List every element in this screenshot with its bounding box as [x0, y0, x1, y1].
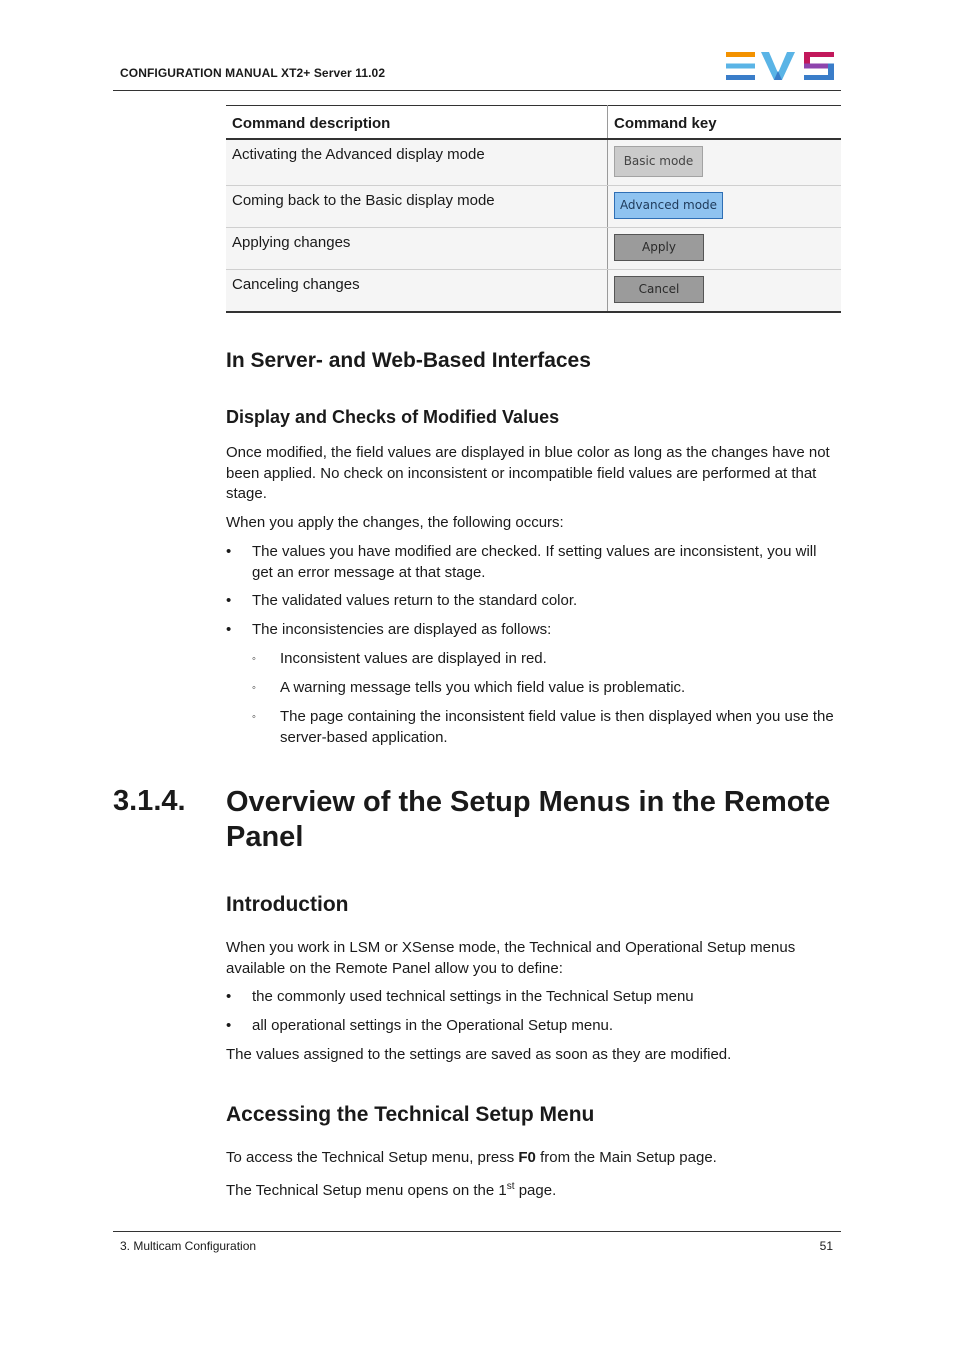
command-description: Canceling changes [226, 270, 608, 313]
heading-display-checks: Display and Checks of Modified Values [226, 407, 560, 427]
table-row [226, 139, 841, 186]
circle-bullet-icon: ◦ [252, 653, 256, 665]
header-rule [113, 90, 841, 91]
table-header-key: Command key [608, 106, 842, 140]
basic-mode-button[interactable]: Basic mode [614, 146, 703, 177]
heading-introduction: Introduction [226, 893, 349, 916]
section-number: 3.1.4. [113, 785, 186, 817]
table-row [226, 228, 841, 270]
table-header-description: Command description [226, 106, 608, 140]
paragraph: The Technical Setup menu opens on the 1st page. [226, 1181, 557, 1199]
table-row [226, 270, 841, 313]
heading-accessing-technical-setup: Accessing the Technical Setup Menu [226, 1103, 595, 1126]
bullet-icon: • [226, 1017, 232, 1034]
paragraph: Once modified, the field values are displayed in blue color as long as the changes have not been applied. No check on inconsistent or incompatible field values are performed at that stage. [226, 444, 830, 502]
bullet-icon: • [226, 543, 232, 560]
footer-rule [113, 1231, 841, 1232]
cancel-button[interactable]: Cancel [614, 276, 704, 303]
paragraph: When you apply the changes, the following occurs: [226, 514, 564, 531]
command-description: Activating the Advanced display mode [226, 139, 608, 186]
advanced-mode-button[interactable]: Advanced mode [614, 192, 723, 219]
bullet-icon: • [226, 988, 232, 1005]
circle-bullet-icon: ◦ [252, 711, 256, 723]
header-title: CONFIGURATION MANUAL XT2+ Server 11.02 [120, 66, 386, 80]
heading-server-web: In Server- and Web-Based Interfaces [226, 349, 591, 372]
page-number: 51 [819, 1239, 833, 1253]
key-f0: F0 [518, 1149, 536, 1166]
command-description: Applying changes [226, 228, 608, 270]
command-description: Coming back to the Basic display mode [226, 186, 608, 228]
evs-logo [726, 52, 834, 80]
table-row [226, 186, 841, 228]
circle-bullet-icon: ◦ [252, 682, 256, 694]
command-table [226, 105, 841, 313]
paragraph: When you work in LSM or XSense mode, the Technical and Operational Setup menus available on the Remote Panel allow you to define: [226, 939, 796, 977]
paragraph: To access the Technical Setup menu, press F0 from the Main Setup page. [226, 1149, 717, 1166]
apply-button[interactable]: Apply [614, 234, 704, 261]
paragraph: The values assigned to the settings are saved as soon as they are modified. [226, 1046, 732, 1063]
section-title: Overview of the Setup Menus in the Remote Panel [226, 786, 831, 853]
footer-chapter: 3. Multicam Configuration [120, 1239, 257, 1253]
bullet-icon: • [226, 592, 232, 609]
bullet-icon: • [226, 621, 232, 638]
